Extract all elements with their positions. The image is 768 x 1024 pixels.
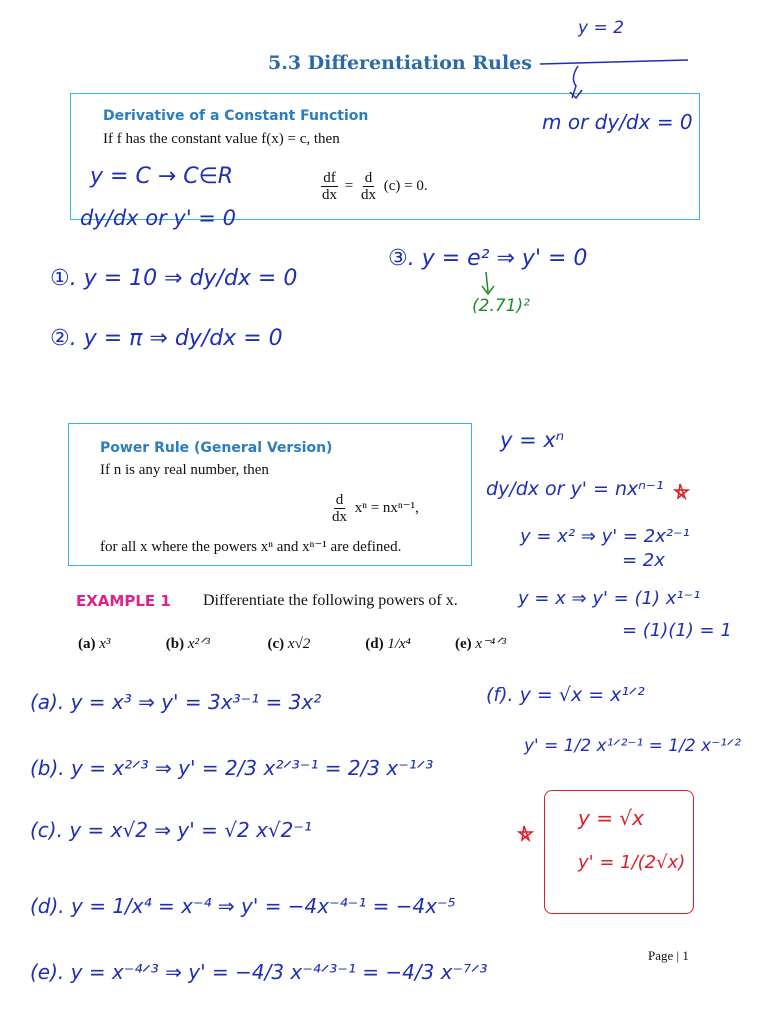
hw-power-5: y = x ⇒ y' = (1) x¹⁻¹ (518, 588, 701, 609)
hw-ex2: ②. y = π ⇒ dy/dx = 0 (50, 326, 283, 351)
formula-dx: dx (322, 187, 337, 203)
hw-sol-e: (e). y = x⁻⁴ᐟ³ ⇒ y' = −4/3 x⁻⁴ᐟ³⁻¹ = −4/3 x⁻⁷ᐟ³ (30, 960, 488, 984)
part-b-label: (b) (165, 636, 185, 652)
power-box-text: If n is any real number, then (100, 462, 269, 478)
power-box-footer: for all x where the powers xⁿ and xⁿ⁻¹ are defined. (100, 539, 402, 555)
hw-const-2: dy/dx or y' = 0 (80, 206, 236, 230)
hw-boxed-2: y' = 1/(2√x) (578, 852, 686, 873)
hw-power-1: y = xⁿ (500, 428, 565, 452)
part-d-expr: 1/x⁴ (387, 636, 411, 652)
page-title: 5.3 Differentiation Rules (268, 52, 532, 74)
constant-box-title: Derivative of a Constant Function (103, 108, 369, 124)
part-e-label: (e) (455, 636, 472, 652)
star-power (675, 484, 688, 498)
hw-ex3-note: (2.71)² (472, 296, 530, 316)
hw-sol-f1: (f). y = √x = x¹ᐟ² (486, 684, 645, 706)
hw-top-right-y: y = 2 (578, 18, 624, 38)
top-right-arrow (570, 66, 582, 98)
part-a-label: (a) (78, 636, 96, 652)
formula-d: d (364, 170, 373, 186)
part-c-expr: x√2 (287, 636, 311, 652)
constant-box-text: If f has the constant value f(x) = c, then (103, 131, 340, 147)
hw-sol-f2: y' = 1/2 x¹ᐟ²⁻¹ = 1/2 x⁻¹ᐟ² (524, 736, 741, 756)
part-e-expr: x⁻⁴ᐟ³ (475, 636, 507, 652)
part-d-label: (d) (365, 636, 384, 652)
part-c-label: (c) (267, 636, 285, 652)
example-instruction: Differentiate the following powers of x. (203, 592, 458, 609)
example-label: EXAMPLE 1 (76, 592, 171, 610)
page-number: Page | 1 (648, 948, 689, 963)
top-right-line (540, 60, 688, 64)
power-formula-d: d (335, 492, 344, 508)
hw-ex1: ①. y = 10 ⇒ dy/dx = 0 (50, 266, 298, 291)
formula-rhs: (c) = 0. (383, 177, 428, 194)
formula-df: df (323, 170, 336, 186)
hw-ex3: ③. y = e² ⇒ y' = 0 (388, 246, 588, 271)
hw-const-1-text: y = C → C∈R (90, 164, 234, 189)
part-b-expr: x²ᐟ³ (187, 636, 210, 652)
power-formula-rhs: xⁿ = nxⁿ⁻¹, (354, 499, 419, 516)
hw-sol-d: (d). y = 1/x⁴ = x⁻⁴ ⇒ y' = −4x⁻⁴⁻¹ = −4x⁻⁵ (30, 894, 456, 918)
power-box-title: Power Rule (General Version) (100, 440, 333, 456)
part-a-expr: x³ (99, 636, 111, 652)
hw-power-6: = (1)(1) = 1 (622, 620, 732, 641)
hw-sol-a-text: (a). y = x³ ⇒ y' = 3x³⁻¹ = 3x² (30, 690, 322, 714)
hw-top-right-m: m or dy/dx = 0 (542, 110, 693, 134)
star-c (519, 826, 532, 840)
formula-dx2: dx (360, 187, 376, 203)
power-formula-dx: dx (332, 509, 347, 525)
hw-power-2: dy/dx or y' = nxⁿ⁻¹ (486, 478, 664, 500)
hw-power-3: y = x² ⇒ y' = 2x²⁻¹ (520, 526, 690, 547)
hw-sol-b: (b). y = x²ᐟ³ ⇒ y' = 2/3 x²ᐟ³⁻¹ = 2/3 x⁻¹ᐟ³ (30, 756, 434, 780)
hw-boxed-1: y = √x (578, 806, 644, 830)
hw-power-4: = 2x (622, 550, 665, 571)
hw-sol-c: (c). y = x√2 ⇒ y' = √2 x√2⁻¹ (30, 818, 312, 842)
formula-equals: = (344, 177, 354, 194)
ex3-arrow (482, 272, 494, 294)
